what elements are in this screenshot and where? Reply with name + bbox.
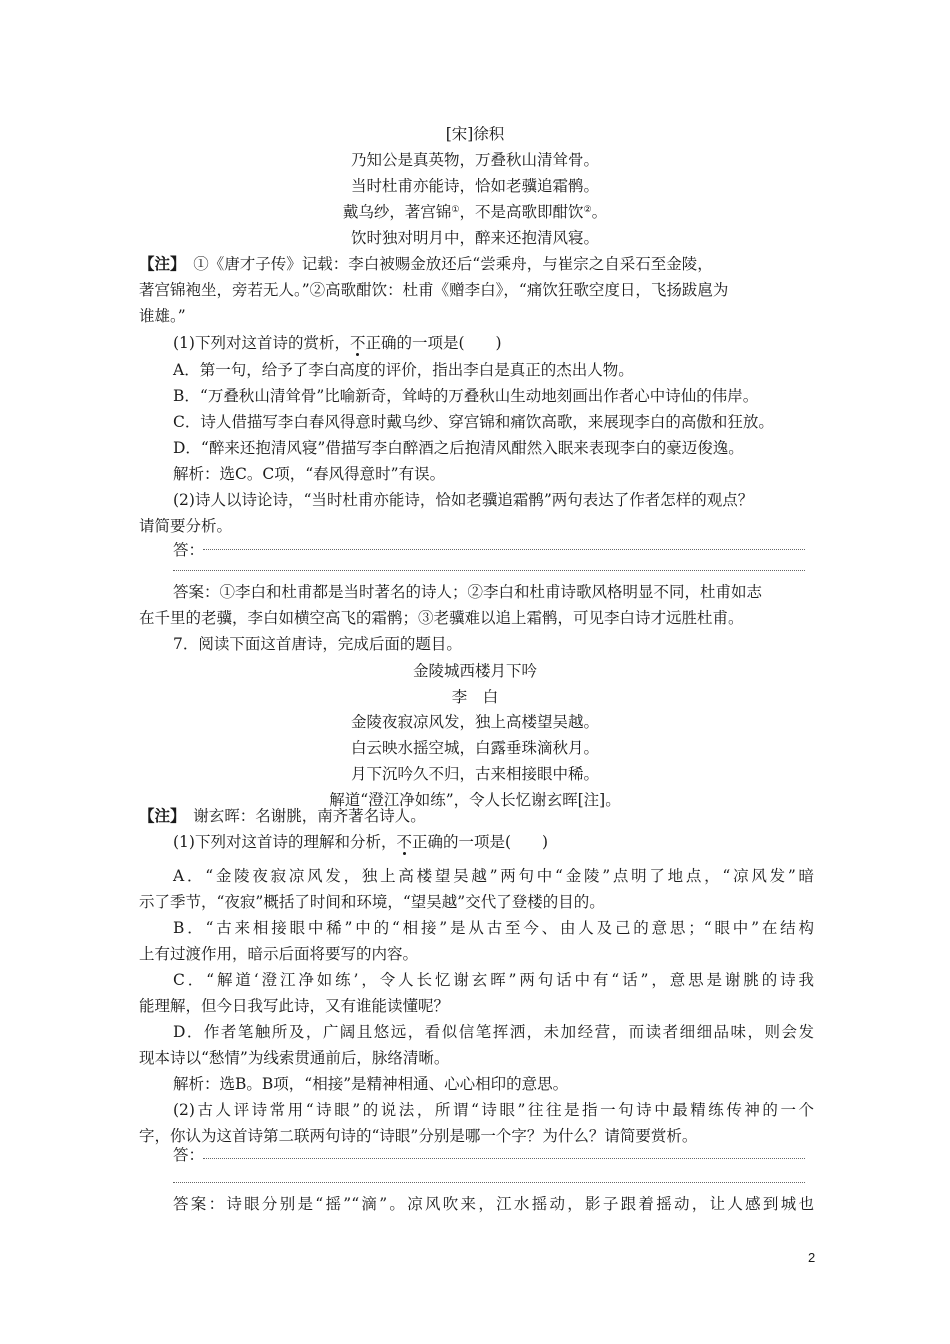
answer-label: 答： [173, 541, 205, 559]
poem-line: 当时杜甫亦能诗，恰如老骥追霜鹘。 [350, 177, 599, 195]
option-c-cont: 能理解，但今日我写此诗，又有谁能读懂呢？ [139, 997, 450, 1015]
analysis: 解析：选C。C项，“春风得意时”有误。 [173, 465, 446, 483]
answer-blank-line[interactable] [203, 1158, 805, 1159]
option-c: C．诗人借描写李白春风得意时戴乌纱、穿宫锦和痛饮高歌，来展现李白的高傲和狂放。 [173, 413, 774, 431]
answer-cont: 在千里的老骥，李白如横空高飞的霜鹘；③老骥难以追上霜鹘，可见李白诗才远胜杜甫。 [139, 609, 744, 627]
question-stem: (1)下列对这首诗的赏析，不正确的一项是( ) [173, 334, 502, 352]
option-c: C．“解道‘澄江净如练’，令人长忆谢玄晖”两句话中有“话”，意思是谢朓的诗我 [173, 971, 814, 989]
option-a-cont: 示了季节，“夜寂”概括了时间和环境，“望吴越”交代了登楼的目的。 [139, 893, 605, 911]
poem-title: 金陵城西楼月下吟 [412, 662, 537, 680]
page-number: 2 [808, 1250, 816, 1265]
poem-author: 李 白 [451, 688, 499, 706]
option-d: D．作者笔触所及，广阔且悠远，看似信笔挥洒，未加经营，而读者细细品味，则会发 [173, 1023, 814, 1041]
option-b: B．“古来相接眼中稀”中的“相接”是从古至今、由人及己的意思；“眼中”在结构 [173, 919, 814, 937]
answer-blank-line[interactable] [173, 570, 805, 571]
poem-line: 金陵夜寂凉风发，独上高楼望吴越。 [350, 713, 599, 731]
option-d: D．“醉来还抱清风寝”借描写李白醉酒之后抱清风酣然入眠来表现李白的豪迈俊逸。 [173, 439, 744, 457]
note: 【注】 谢玄晖：名谢朓，南齐著名诗人。 [139, 806, 426, 825]
option-d-cont: 现本诗以“愁情”为线索贯通前后，脉络清晰。 [139, 1049, 450, 1067]
question-stem-cont: 请简要分析。 [139, 517, 233, 535]
analysis: 解析：选B。B项，“相接”是精神相通、心心相印的意思。 [173, 1075, 569, 1093]
poem-line: 戴乌纱，著宫锦①，不是高歌即酣饮②。 [342, 203, 608, 221]
question-stem: (1)下列对这首诗的理解和分析，不正确的一项是( ) [173, 833, 549, 851]
option-a: A．“金陵夜寂凉风发，独上高楼望吴越”两句中“金陵”点明了地点，“凉风发”暗 [173, 867, 814, 885]
answer-blank-line[interactable] [203, 549, 805, 550]
note-line: 谁雄。” [139, 307, 186, 325]
poem-line: 月下沉吟久不归，古来相接眼中稀。 [350, 765, 599, 783]
question-stem: (2)古人评诗常用“诗眼”的说法，所谓“诗眼”往往是指一句诗中最精练传神的一个 [173, 1101, 814, 1119]
poem-line: 乃知公是真英物，万叠秋山清耸骨。 [350, 151, 599, 169]
question-stem: (2)诗人以诗论诗，“当时杜甫亦能诗，恰如老骥追霜鹘”两句表达了作者怎样的观点？ [173, 491, 754, 509]
question-intro: 7．阅读下面这首唐诗，完成后面的题目。 [173, 635, 462, 653]
note-tag: 【注】 [139, 806, 178, 825]
poem-author: [宋]徐积 [445, 125, 505, 143]
note-line: 著宫锦袍坐，旁若无人。”②高歌酣饮：杜甫《赠李白》，“痛饮狂歌空度日，飞扬跋扈为 [139, 281, 729, 299]
answer-label: 答： [173, 1146, 205, 1164]
poem-line: 饮时独对明月中，醉来还抱清风寝。 [350, 229, 599, 247]
note-tag: 【注】 [139, 254, 178, 273]
question-stem-cont: 字，你认为这首诗第二联两句诗的“诗眼”分别是哪一个字？为什么？请简要赏析。 [139, 1127, 698, 1145]
answer-blank-line[interactable] [173, 1182, 805, 1183]
answer: 答案：诗眼分别是“摇”“滴”。凉风吹来，江水摇动，影子跟着摇动，让人感到城也 [173, 1195, 814, 1213]
poem-line: 白云映水摇空城，白露垂珠滴秋月。 [350, 739, 599, 757]
option-a: A．第一句，给予了李白高度的评价，指出李白是真正的杰出人物。 [173, 361, 634, 379]
answer: 答案：①李白和杜甫都是当时著名的诗人；②李白和杜甫诗歌风格明显不同，杜甫如志 [173, 583, 763, 601]
poem-line: 解道“澄江净如练”，令人长忆谢玄晖[注]。 [329, 791, 621, 809]
option-b-cont: 上有过渡作用，暗示后面将要写的内容。 [139, 945, 419, 963]
note: 【注】 ①《唐才子传》记载：李白被赐金放还后“尝乘舟，与崔宗之自采石至金陵， [139, 254, 713, 273]
option-b: B．“万叠秋山清耸骨”比喻新奇，耸峙的万叠秋山生动地刻画出作者心中诗仙的伟岸。 [173, 387, 759, 405]
